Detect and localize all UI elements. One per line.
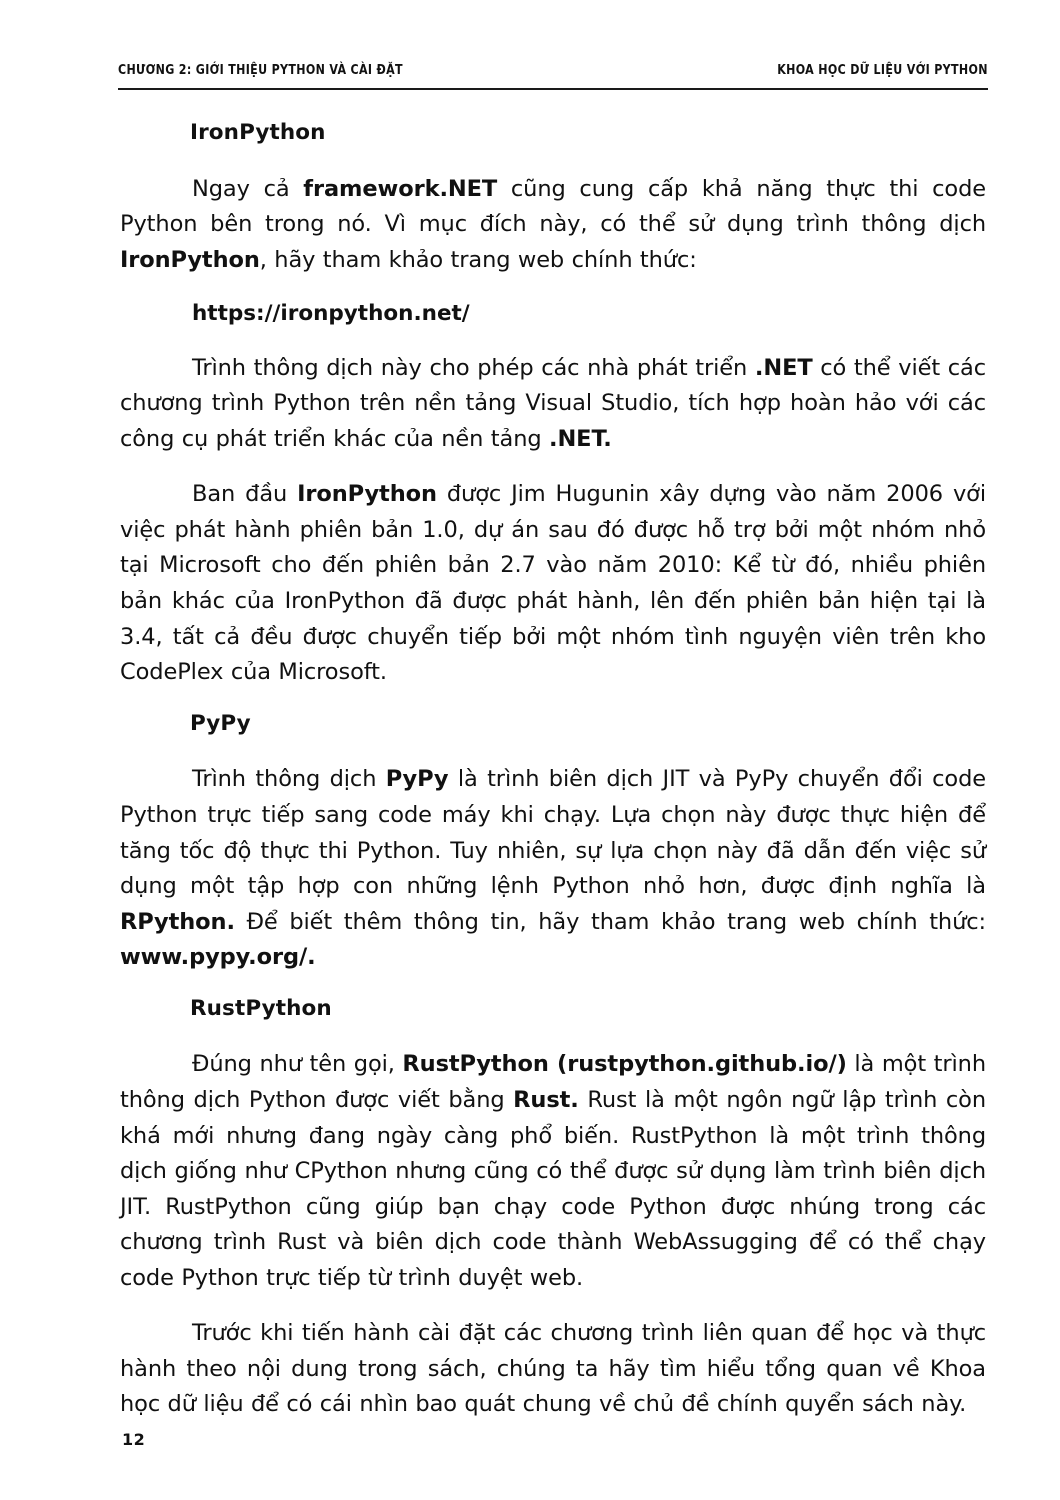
body-paragraph bbox=[120, 762, 986, 975]
page-number: 12 bbox=[122, 1430, 146, 1449]
text-run: là một trình thông dịch Python được viết bằng bbox=[120, 1051, 986, 1114]
text-run: , hãy tham khảo trang web chính thức: bbox=[259, 246, 697, 273]
official-site-url bbox=[120, 298, 986, 330]
emphasis-text: RustPython (rustpython.github.io/) bbox=[402, 1051, 847, 1078]
spacer bbox=[120, 331, 986, 351]
emphasis-text: .NET. bbox=[549, 425, 612, 452]
text-run: Ban đầu bbox=[192, 481, 298, 508]
body-paragraph bbox=[120, 1047, 986, 1296]
emphasis-text: IronPython bbox=[120, 246, 260, 273]
text-run: Ngay cả bbox=[192, 175, 304, 202]
text-run: có thể viết các chương trình Python trên nền tảng Visual Studio, tích hợp hoàn hảo với các công cụ phát triển khác của nền tảng bbox=[120, 354, 986, 452]
section-heading: PyPy bbox=[190, 710, 251, 736]
text-run: Để biết thêm thông tin, hãy tham khảo trang web chính thức: bbox=[234, 908, 986, 935]
text-run: Rust là một ngôn ngữ lập trình còn khá mới nhưng đang ngày càng phổ biến. RustPython là một trình thông dịch giống như CPython nhưng cũng có thể được sử dụng làm trình biên dịch JIT. RustPython cũng giúp bạn chạy code Python được nhúng trong các chương trình Rust và biên dịch code thành WebAssugging để có thể chạy code Python trực tiếp từ trình duyệt web. bbox=[120, 1087, 986, 1291]
spacer bbox=[120, 691, 986, 711]
emphasis-text: https://ironpython.net/ bbox=[192, 301, 470, 327]
spacer bbox=[120, 976, 986, 996]
text-run: Trình thông dịch này cho phép các nhà phát triển bbox=[192, 354, 755, 381]
emphasis-text: IronPython bbox=[297, 481, 437, 508]
emphasis-text: RPython. bbox=[120, 908, 235, 935]
running-head-right: KHOA HỌC DỮ LIỆU VỚI PYTHON bbox=[777, 62, 988, 78]
spacer bbox=[120, 1296, 986, 1316]
spacer bbox=[120, 278, 986, 298]
text-run: Đúng như tên gọi, bbox=[192, 1051, 403, 1078]
section-heading: RustPython bbox=[190, 995, 332, 1021]
emphasis-text: www.pypy.org/. bbox=[120, 944, 316, 971]
emphasis-text: PyPy bbox=[385, 766, 449, 793]
spacer bbox=[120, 1423, 986, 1443]
text-run: được Jim Hugunin xây dựng vào năm 2006 với việc phát hành phiên bản 1.0, dự án sau đó được hỗ trợ bởi một nhóm nhỏ tại Microsoft cho đến phiên bản 2.7 vào năm 2010: Kể từ đó, nhiều phiên bản khác của IronPython đã được phát hành, lên đến phiên bản hiện tại là 3.4, tất cả đều được chuyển tiếp bởi một nhóm tình nguyện viên trên kho CodePlex của Microsoft. bbox=[120, 481, 986, 686]
running-head-left: CHƯƠNG 2: GIỚI THIỆU PYTHON VÀ CÀI ĐẶT bbox=[118, 62, 403, 78]
emphasis-text: framework.NET bbox=[303, 175, 498, 202]
text-run: Trình thông dịch bbox=[192, 766, 386, 793]
running-head bbox=[118, 62, 988, 78]
spacer bbox=[120, 736, 986, 762]
text-run: là trình biên dịch JIT và PyPy chuyển đổi code Python trực tiếp sang code máy khi chạy. Lựa chọn này được thực hiện để tăng tốc độ thực thi Python. Tuy nhiên, sự lựa chọn này đã dẫn đến việc sử dụng một tập hợp con những lệnh Python nhỏ hơn, được định nghĩa là bbox=[120, 766, 986, 900]
spacer bbox=[120, 457, 986, 477]
emphasis-text: Rust. bbox=[513, 1087, 579, 1114]
emphasis-text: .NET bbox=[754, 354, 813, 381]
body-paragraph bbox=[120, 1316, 986, 1423]
spacer bbox=[120, 146, 986, 172]
text-run: cũng cung cấp khả năng thực thi code Python bên trong nó. Vì mục đích này, có thể sử dụng trình thông dịch bbox=[120, 175, 986, 238]
header-divider bbox=[118, 88, 988, 90]
section-heading: IronPython bbox=[190, 120, 326, 145]
page-content bbox=[120, 120, 986, 1443]
body-paragraph bbox=[120, 477, 986, 690]
body-paragraph bbox=[120, 351, 986, 458]
spacer bbox=[120, 1021, 986, 1047]
body-paragraph bbox=[120, 172, 986, 279]
text-run: Trước khi tiến hành cài đặt các chương trình liên quan để học và thực hành theo nội dung trong sách, chúng ta hãy tìm hiểu tổng quan về Khoa học dữ liệu để có cái nhìn bao quát chung về chủ đề chính quyển sách này. bbox=[120, 1320, 986, 1418]
